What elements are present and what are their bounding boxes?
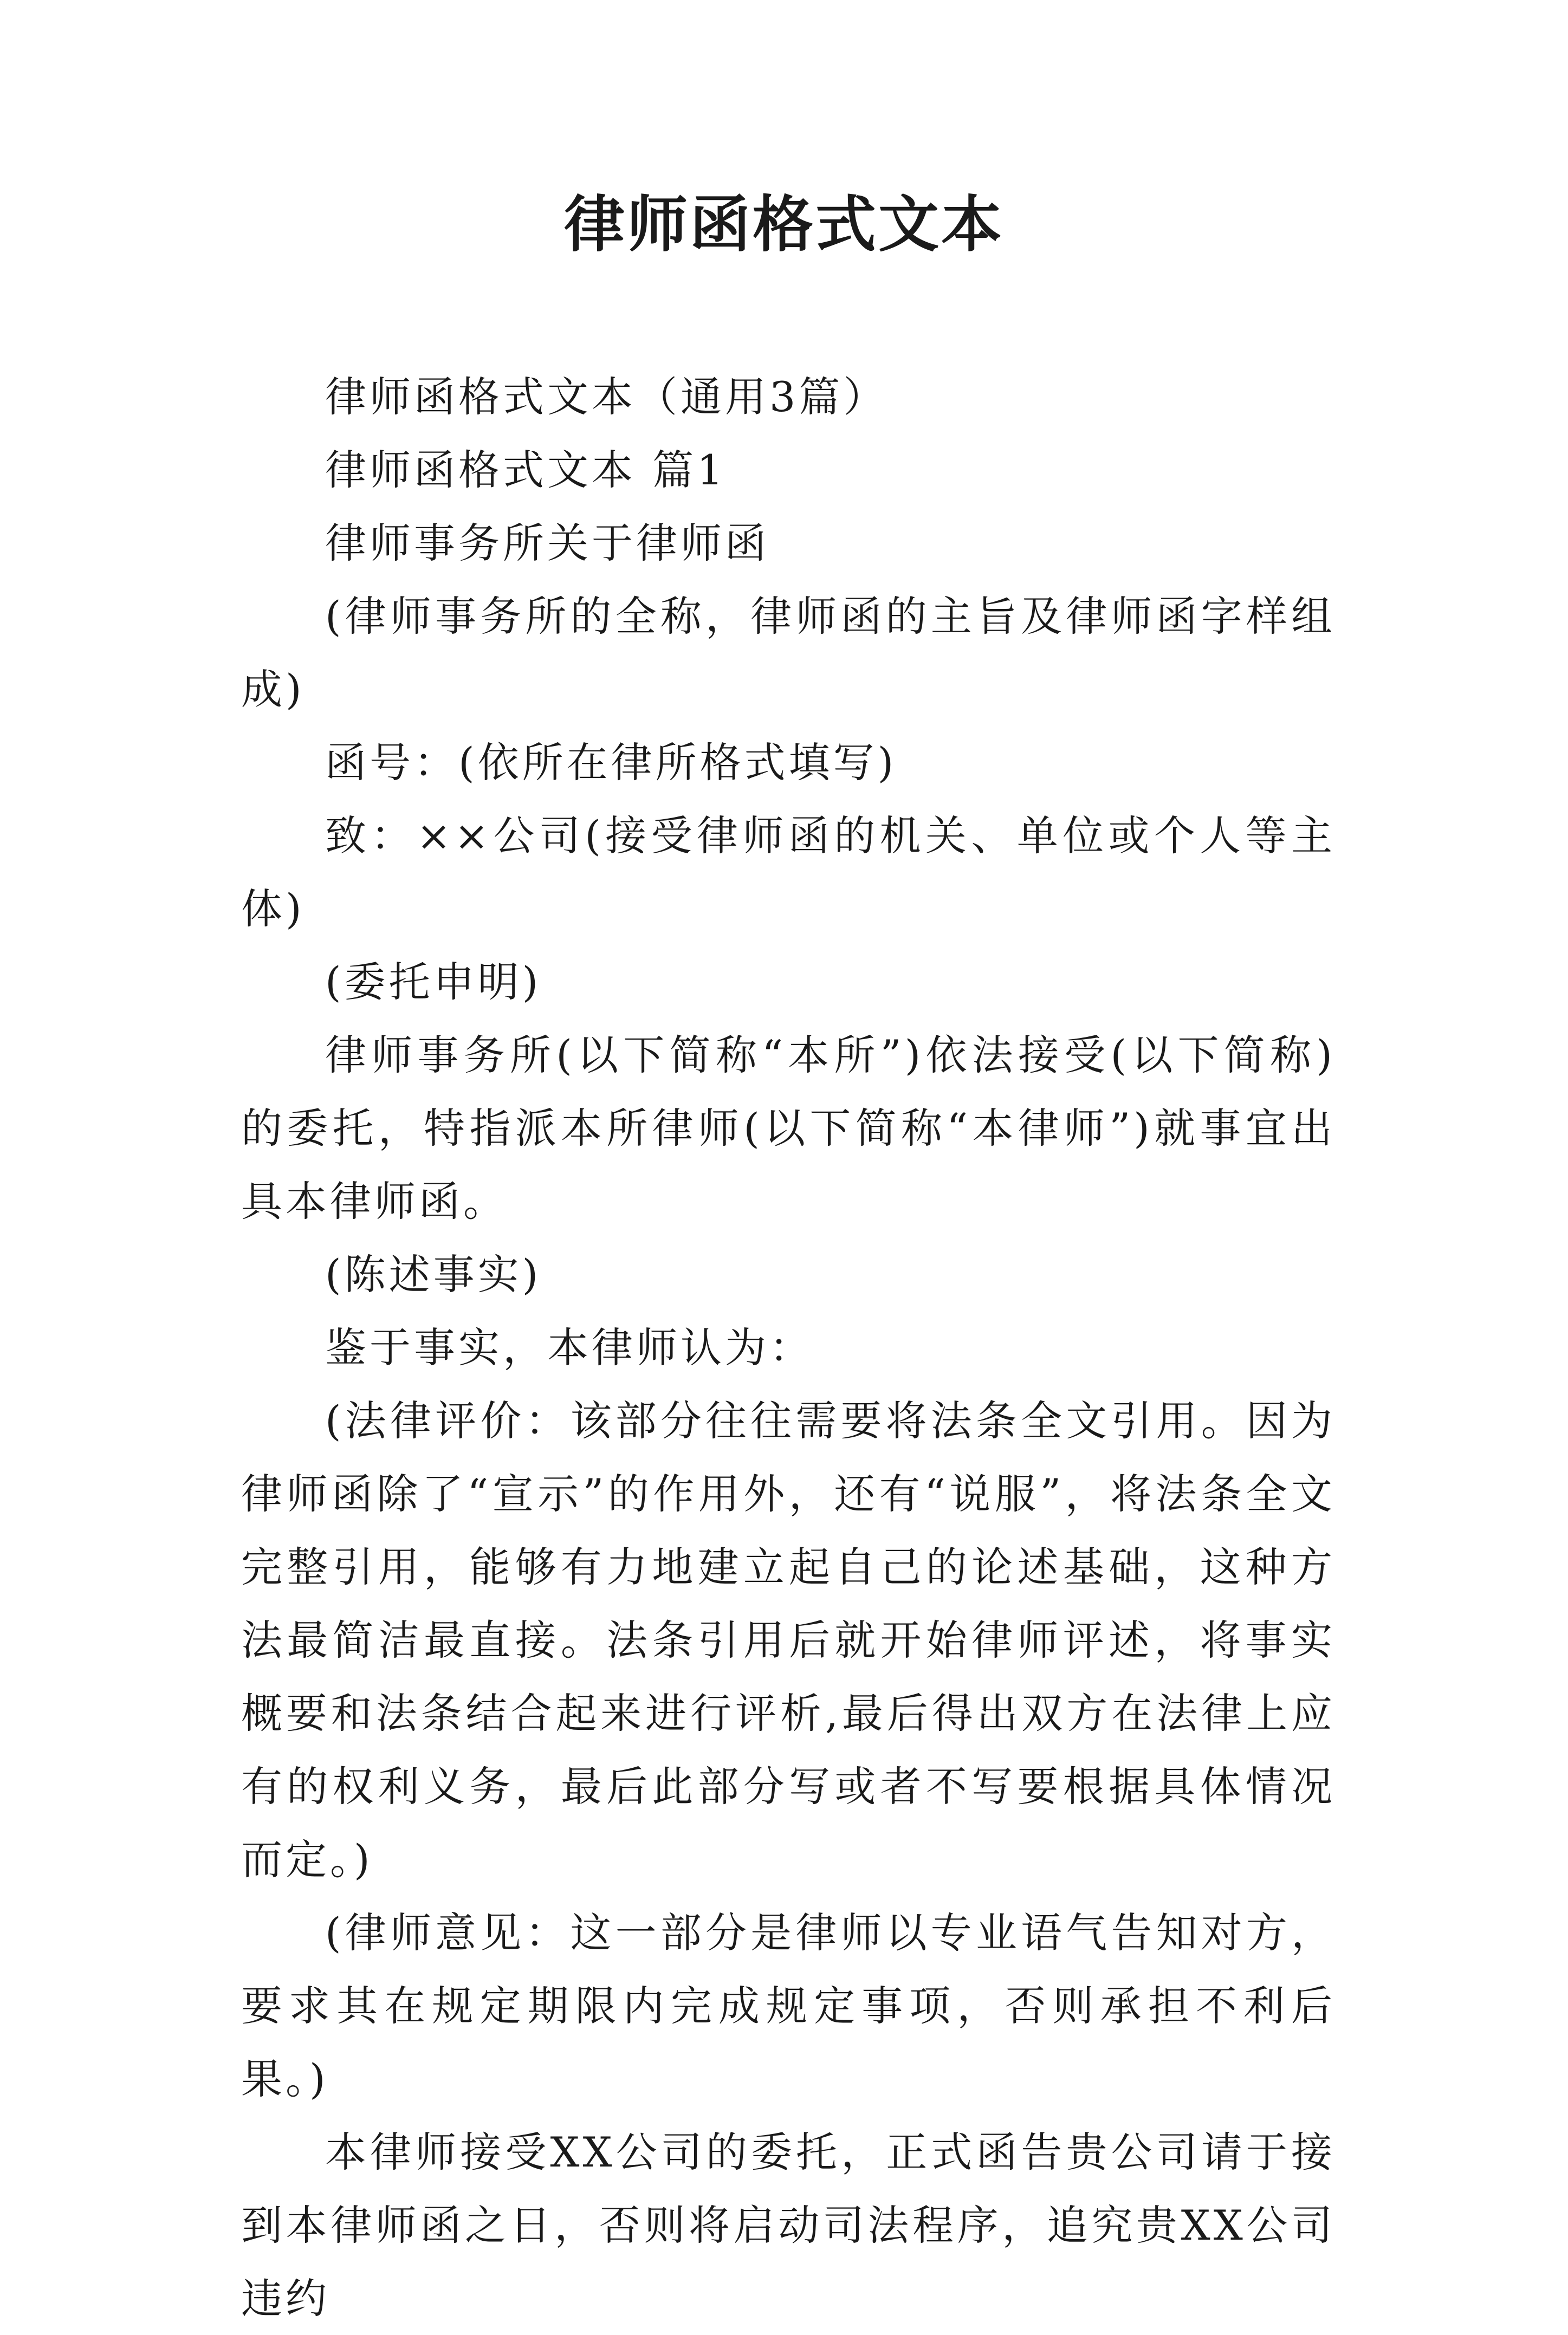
paragraph-section-heading: 律师函格式文本 篇1 xyxy=(325,446,727,494)
paragraph-heading-note: (律师事务所的全称，律师函的主旨及律师函字样组成) xyxy=(241,592,1336,714)
paragraph-recipient: 致：××公司(接受律师函的机关、单位或个人等主体) xyxy=(241,812,1336,933)
paragraph-legal-evaluation: (法律评价：该部分往往需要将法条全文引用。因为律师函除了“宣示”的作用外，还有“说服”，将法条全文完整引用，能够有力地建立起自己的论述基础，这种方法最简洁最直接。法条引用后就开始律师评述，将事实概要和法条结合起来进行评析,最后得出双方在法律上应有的权利义务，最后此部分写或者不写要根据具体情况而定。) xyxy=(241,1397,1336,1884)
paragraph-letter-heading: 律师事务所关于律师函 xyxy=(325,519,769,567)
document-title: 律师函格式文本 xyxy=(564,189,1004,260)
paragraph-notice: 本律师接受XX公司的委托，正式函告贵公司请于接到本律师函之日，否则将启动司法程序，追究贵XX公司违约 xyxy=(241,2128,1336,2323)
paragraph-mandate-label: (委托申明) xyxy=(325,958,542,1006)
paragraph-mandate: 律师事务所(以下简称“本所”)依法接受(以下简称)的委托，特指派本所律师(以下简称“本律师”)就事宜出具本律师函。 xyxy=(241,1031,1336,1225)
paragraph-subtitle: 律师函格式文本（通用3篇） xyxy=(325,373,888,421)
paragraph-lawyer-opinion: (律师意见：这一部分是律师以专业语气告知对方，要求其在规定期限内完成规定事项，否则承担不利后果。) xyxy=(241,1909,1336,2103)
document-body xyxy=(241,360,1336,2335)
paragraph-facts-label: (陈述事实) xyxy=(325,1250,542,1299)
paragraph-letter-number: 函号：(依所在律所格式填写) xyxy=(325,738,897,787)
paragraph-opinion-intro: 鉴于事实，本律师认为： xyxy=(325,1324,814,1372)
